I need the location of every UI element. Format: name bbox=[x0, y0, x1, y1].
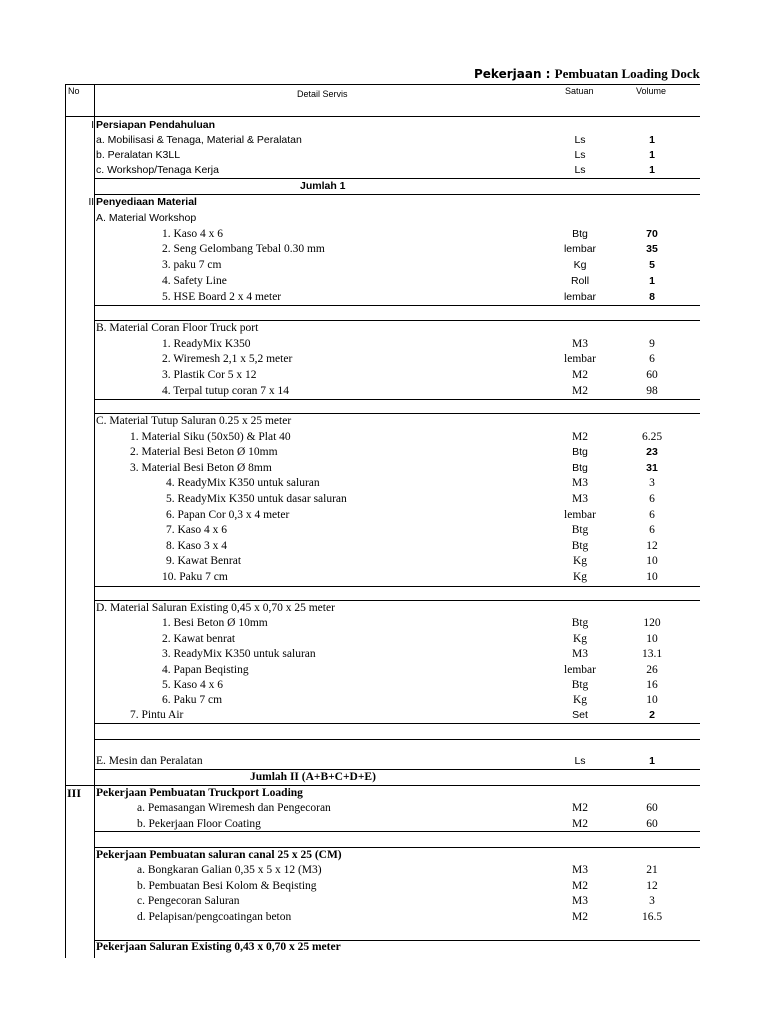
row-unit: Btg bbox=[571, 617, 589, 629]
row-unit: M2 bbox=[572, 880, 588, 892]
table-row bbox=[0, 368, 700, 383]
table-row bbox=[0, 337, 700, 352]
table-row bbox=[0, 274, 700, 289]
row-volume: 120 bbox=[643, 617, 661, 629]
row-unit: M3 bbox=[572, 895, 588, 907]
row-detail: 6. Papan Cor 0,3 x 4 meter bbox=[166, 509, 290, 521]
row-unit: Kg bbox=[572, 571, 588, 583]
row-volume: 1 bbox=[649, 134, 655, 146]
table-row bbox=[0, 227, 700, 242]
row-volume: 12 bbox=[646, 880, 658, 892]
table-row bbox=[0, 910, 700, 925]
table-row bbox=[0, 754, 700, 769]
row-unit: M2 bbox=[572, 818, 588, 830]
row-volume: 2 bbox=[649, 709, 655, 721]
row-number: I bbox=[91, 120, 94, 131]
row-unit: lembar bbox=[563, 243, 597, 255]
left-border bbox=[65, 84, 66, 958]
row-detail: a. Bongkaran Galian 0,35 x 5 x 12 (M3) bbox=[137, 864, 322, 876]
column-header-no: No bbox=[68, 86, 80, 96]
title-prefix: Pekerjaan : bbox=[474, 67, 555, 81]
row-unit: Ls bbox=[574, 134, 586, 146]
table-row bbox=[0, 195, 700, 210]
header-top-border bbox=[65, 84, 700, 85]
row-detail: 1. Material Siku (50x50) & Plat 40 bbox=[130, 431, 291, 443]
row-detail: 4. Papan Beqisting bbox=[162, 664, 249, 676]
row-detail: b. Pekerjaan Floor Coating bbox=[137, 818, 261, 830]
row-unit: M2 bbox=[572, 802, 588, 814]
row-detail: 8. Kaso 3 x 4 bbox=[166, 540, 228, 552]
row-volume: 16 bbox=[646, 679, 658, 691]
table-row bbox=[0, 632, 700, 647]
row-volume: 6 bbox=[649, 509, 655, 521]
row-volume: 1 bbox=[649, 275, 655, 287]
table-row bbox=[0, 258, 700, 273]
table-row bbox=[0, 523, 700, 538]
row-unit: M3 bbox=[572, 648, 588, 660]
row-volume: 60 bbox=[646, 818, 658, 830]
row-detail: 2. Material Besi Beton Ø 10mm bbox=[130, 446, 278, 458]
row-detail: 7. Pintu Air bbox=[130, 709, 184, 721]
table-row bbox=[0, 848, 700, 863]
row-detail: 3. Material Besi Beton Ø 8mm bbox=[130, 462, 272, 474]
row-unit: Btg bbox=[571, 524, 589, 536]
row-unit: lembar bbox=[564, 664, 596, 676]
row-detail: B. Material Coran Floor Truck port bbox=[96, 322, 259, 334]
row-divider bbox=[94, 940, 700, 941]
table-row bbox=[0, 242, 700, 257]
row-volume: 35 bbox=[646, 243, 658, 255]
row-divider bbox=[94, 194, 700, 195]
row-unit: M2 bbox=[572, 369, 588, 381]
row-divider bbox=[94, 305, 700, 306]
row-volume: 5 bbox=[649, 259, 655, 271]
row-unit: M3 bbox=[572, 493, 588, 505]
row-volume: 60 bbox=[646, 802, 658, 814]
table-row bbox=[0, 940, 700, 955]
row-unit: Btg bbox=[572, 462, 588, 474]
table-row bbox=[0, 133, 700, 148]
row-unit: Ls bbox=[574, 149, 586, 161]
table-row bbox=[0, 352, 700, 367]
row-divider bbox=[94, 178, 700, 179]
row-volume: 13.1 bbox=[641, 648, 663, 660]
row-detail: 4. Terpal tutup coran 7 x 14 bbox=[162, 385, 290, 397]
row-volume: 12 bbox=[646, 540, 658, 552]
row-number: II bbox=[88, 197, 94, 208]
row-detail: 4. ReadyMix K350 untuk saluran bbox=[166, 477, 320, 489]
row-unit: Btg bbox=[572, 228, 588, 240]
row-unit: M3 bbox=[572, 338, 588, 350]
table-row bbox=[0, 663, 700, 678]
row-detail: 3. paku 7 cm bbox=[162, 259, 222, 271]
row-detail: D. Material Saluran Existing 0,45 x 0,70 x 25 meter bbox=[96, 602, 335, 614]
table-row bbox=[0, 801, 700, 816]
row-unit: Kg bbox=[573, 259, 587, 271]
row-detail: Jumlah II (A+B+C+D+E) bbox=[250, 771, 376, 783]
row-unit: Btg bbox=[571, 540, 589, 552]
row-detail: b. Pembuatan Besi Kolom & Beqisting bbox=[137, 880, 317, 892]
row-volume: 3 bbox=[649, 477, 655, 489]
row-detail: C. Material Tutup Saluran 0.25 x 25 meter bbox=[96, 415, 292, 427]
row-detail: 10. Paku 7 cm bbox=[162, 571, 228, 583]
table-row bbox=[0, 616, 700, 631]
row-divider bbox=[94, 847, 700, 848]
row-unit: Set bbox=[572, 709, 588, 721]
row-divider bbox=[94, 586, 700, 587]
row-detail: Pekerjaan Pembuatan Truckport Loading bbox=[96, 787, 303, 799]
column-divider bbox=[94, 84, 95, 958]
row-volume: 3 bbox=[649, 895, 655, 907]
row-divider bbox=[94, 399, 700, 400]
page-title bbox=[474, 66, 700, 82]
table-row bbox=[0, 290, 700, 305]
row-unit: lembar bbox=[563, 291, 597, 303]
table-row bbox=[0, 554, 700, 569]
row-volume: 6.25 bbox=[641, 431, 663, 443]
table-row bbox=[0, 601, 700, 616]
table-row bbox=[0, 445, 700, 460]
row-divider bbox=[94, 769, 700, 770]
row-unit: M2 bbox=[572, 911, 588, 923]
row-volume: 6 bbox=[649, 493, 655, 505]
row-number: III bbox=[67, 786, 82, 800]
table-row bbox=[0, 693, 700, 708]
row-unit: M3 bbox=[572, 477, 588, 489]
row-volume: 21 bbox=[646, 864, 658, 876]
row-unit: Btg bbox=[571, 679, 589, 691]
row-detail: 5. Kaso 4 x 6 bbox=[162, 679, 224, 691]
row-detail: c. Workshop/Tenaga Kerja bbox=[96, 164, 219, 176]
column-header-unit: Satuan bbox=[565, 86, 594, 96]
row-volume: 1 bbox=[649, 149, 655, 161]
table-row bbox=[0, 414, 700, 429]
table-row bbox=[0, 539, 700, 554]
row-unit: M2 bbox=[572, 431, 588, 443]
row-unit: Roll bbox=[570, 275, 590, 287]
table-row bbox=[0, 894, 700, 909]
row-volume: 70 bbox=[646, 228, 658, 240]
row-detail: 5. HSE Board 2 x 4 meter bbox=[162, 291, 282, 303]
row-detail: a. Mobilisasi & Tenaga, Material & Peralatan bbox=[96, 134, 302, 146]
row-detail: 4. Safety Line bbox=[162, 275, 227, 287]
row-detail: Pekerjaan Pembuatan saluran canal 25 x 25 (CM) bbox=[96, 849, 342, 861]
row-volume: 1 bbox=[649, 755, 655, 767]
row-volume: 10 bbox=[646, 555, 658, 567]
row-volume: 10 bbox=[646, 571, 658, 583]
row-detail: c. Pengecoran Saluran bbox=[137, 895, 240, 907]
row-detail: 1. ReadyMix K350 bbox=[162, 338, 251, 350]
row-volume: 23 bbox=[646, 446, 658, 458]
row-detail: E. Mesin dan Peralatan bbox=[96, 755, 203, 767]
row-detail: 9. Kawat Benrat bbox=[166, 555, 242, 567]
row-divider bbox=[94, 320, 700, 321]
table-row bbox=[0, 476, 700, 491]
row-unit: Kg bbox=[572, 694, 588, 706]
row-volume: 10 bbox=[646, 694, 658, 706]
table-row bbox=[0, 770, 700, 785]
table-row bbox=[0, 384, 700, 399]
column-header-detail: Detail Servis bbox=[297, 89, 348, 99]
row-volume: 16.5 bbox=[641, 911, 663, 923]
row-detail: 2. Kawat benrat bbox=[162, 633, 236, 645]
table-row bbox=[0, 492, 700, 507]
table-row bbox=[0, 786, 700, 801]
row-detail: d. Pelapisan/pengcoatingan beton bbox=[137, 911, 292, 923]
row-divider bbox=[94, 600, 700, 601]
row-volume: 6 bbox=[649, 524, 655, 536]
row-volume: 9 bbox=[649, 338, 655, 350]
row-detail: 2. Wiremesh 2,1 x 5,2 meter bbox=[162, 353, 293, 365]
row-unit: Ls bbox=[574, 755, 586, 767]
row-volume: 98 bbox=[646, 385, 658, 397]
row-volume: 8 bbox=[649, 291, 655, 303]
row-detail: Jumlah 1 bbox=[300, 180, 346, 192]
row-detail: a. Pemasangan Wiremesh dan Pengecoran bbox=[137, 802, 331, 814]
row-volume: 26 bbox=[646, 664, 658, 676]
header-bottom-border bbox=[65, 116, 700, 117]
row-detail: Pekerjaan Saluran Existing 0,43 x 0,70 x 25 meter bbox=[96, 941, 341, 953]
row-volume: 31 bbox=[646, 462, 658, 474]
title-name: Pembuatan Loading Dock bbox=[554, 66, 700, 81]
row-volume: 1 bbox=[649, 164, 655, 176]
row-volume: 10 bbox=[646, 633, 658, 645]
row-detail: 5. ReadyMix K350 untuk dasar saluran bbox=[166, 493, 347, 505]
table-row bbox=[0, 118, 700, 133]
table-row bbox=[0, 647, 700, 662]
table-row bbox=[0, 508, 700, 523]
row-divider bbox=[94, 739, 700, 740]
table-row bbox=[0, 321, 700, 336]
row-detail: Persiapan Pendahuluan bbox=[96, 119, 216, 131]
row-detail: A. Material Workshop bbox=[96, 212, 197, 224]
column-header-volume: Volume bbox=[636, 86, 667, 96]
row-detail: 7. Kaso 4 x 6 bbox=[166, 524, 228, 536]
row-volume: 60 bbox=[646, 369, 658, 381]
row-unit: lembar bbox=[564, 509, 596, 521]
table-row bbox=[0, 863, 700, 878]
row-unit: lembar bbox=[564, 353, 596, 365]
row-detail: 1. Besi Beton Ø 10mm bbox=[162, 617, 268, 629]
row-unit: Ls bbox=[574, 164, 586, 176]
row-detail: 6. Paku 7 cm bbox=[162, 694, 223, 706]
row-divider bbox=[65, 785, 94, 786]
row-detail: Penyediaan Material bbox=[96, 196, 197, 208]
row-detail: 3. ReadyMix K350 untuk saluran bbox=[162, 648, 316, 660]
row-detail: 1. Kaso 4 x 6 bbox=[162, 228, 224, 240]
row-unit: Kg bbox=[572, 555, 588, 567]
table-row bbox=[0, 163, 700, 178]
row-detail: b. Peralatan K3LL bbox=[96, 149, 181, 161]
table-row bbox=[0, 570, 700, 585]
table-row bbox=[0, 148, 700, 163]
row-unit: Kg bbox=[572, 633, 588, 645]
row-unit: Btg bbox=[572, 446, 588, 458]
row-detail: 2. Seng Gelombang Tebal 0.30 mm bbox=[162, 243, 325, 255]
table-row bbox=[0, 461, 700, 476]
row-divider bbox=[94, 831, 700, 832]
row-divider bbox=[94, 785, 700, 786]
row-unit: M3 bbox=[572, 864, 588, 876]
row-divider bbox=[94, 723, 700, 724]
row-unit: M2 bbox=[572, 385, 588, 397]
table-row bbox=[0, 211, 700, 226]
table-row bbox=[0, 817, 700, 832]
row-volume: 6 bbox=[649, 353, 655, 365]
table-row bbox=[0, 430, 700, 445]
row-divider bbox=[94, 413, 700, 414]
row-detail: 3. Plastik Cor 5 x 12 bbox=[162, 369, 257, 381]
table-row bbox=[0, 879, 700, 894]
table-row bbox=[0, 708, 700, 723]
table-row bbox=[0, 179, 700, 194]
table-row bbox=[0, 678, 700, 693]
